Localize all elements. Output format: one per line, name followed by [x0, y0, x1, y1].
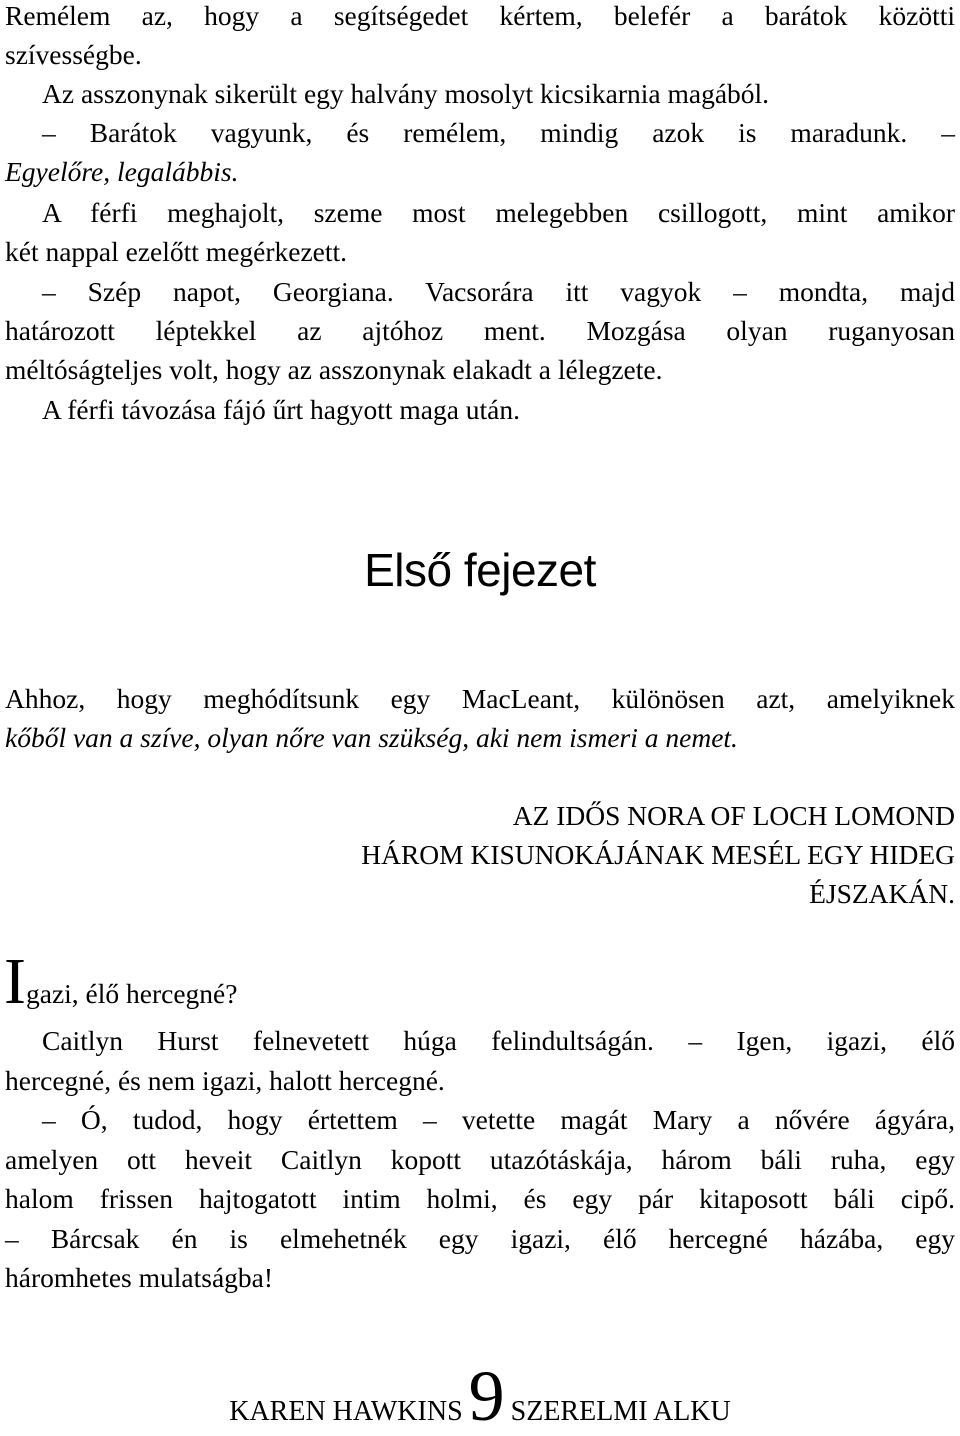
attribution-line: ÉJSZAKÁN.	[809, 878, 955, 909]
attribution-line: HÁROM KISUNOKÁJÁNAK MESÉL EGY HIDEG	[361, 839, 955, 870]
chapter-opening-line	[4, 945, 238, 1018]
footer-author: KAREN HAWKINS	[229, 1396, 463, 1427]
text-line: halom frissen hajtogatott intim holmi, és egy pár kitaposott báli cipő.	[5, 1183, 955, 1214]
text-line: két nappal ezelőtt megérkezett.	[5, 236, 348, 267]
text-line: Caitlyn Hurst felnevetett húga felindultságán. – Igen, igazi, élő	[42, 1025, 955, 1056]
text-line: határozott léptekkel az ajtóhoz ment. Mozgása olyan ruganyosan	[5, 315, 955, 346]
text-line: – Ó, tudod, hogy értettem – vetette magát Mary a nővére ágyára,	[42, 1104, 955, 1135]
text-line: méltóságteljes volt, hogy az asszonynak elakadt a lélegzete.	[5, 354, 663, 385]
opening-text: gazi, élő hercegné?	[25, 978, 238, 1009]
footer-book-title: SZERELMI ALKU	[510, 1396, 731, 1427]
page-number: 9	[468, 1356, 505, 1436]
text-line: Remélem az, hogy a segítségedet kértem, belefér a barátok közötti	[5, 0, 955, 31]
chapter-title: Első fejezet	[364, 544, 596, 596]
text-line: A férfi meghajolt, szeme most melegebben csillogott, mint amikor	[42, 197, 955, 228]
attribution-line: AZ IDŐS NORA OF LOCH LOMOND	[512, 800, 955, 831]
text-line: Az asszonynak sikerült egy halvány mosolyt kicsikarnia magából.	[42, 78, 770, 109]
epigraph-line: kőből van a szíve, olyan nőre van szükség, aki nem ismeri a nemet.	[5, 722, 738, 753]
text-line: háromhetes mulatságba!	[5, 1262, 274, 1293]
text-line: – Barátok vagyunk, és remélem, mindig azok is maradunk. –	[42, 117, 955, 148]
epigraph-line: Ahhoz, hogy meghódítsunk egy MacLeant, különösen azt, amelyiknek	[5, 683, 955, 714]
text-line: – Szép napot, Georgiana. Vacsorára itt vagyok – mondta, majd	[42, 276, 955, 307]
page-footer	[0, 1356, 960, 1436]
text-line: amelyen ott heveit Caitlyn kopott utazótáskája, három báli ruha, egy	[5, 1144, 955, 1175]
text-line: A férfi távozása fájó űrt hagyott maga után.	[42, 394, 521, 425]
text-line: – Bárcsak én is elmehetnék egy igazi, élő hercegné házába, egy	[5, 1223, 955, 1254]
text-line: hercegné, és nem igazi, halott hercegné.	[5, 1065, 445, 1096]
text-line: Egyelőre, legalábbis.	[5, 156, 239, 187]
drop-cap: I	[4, 945, 26, 1018]
text-line: szívességbe.	[5, 39, 142, 70]
